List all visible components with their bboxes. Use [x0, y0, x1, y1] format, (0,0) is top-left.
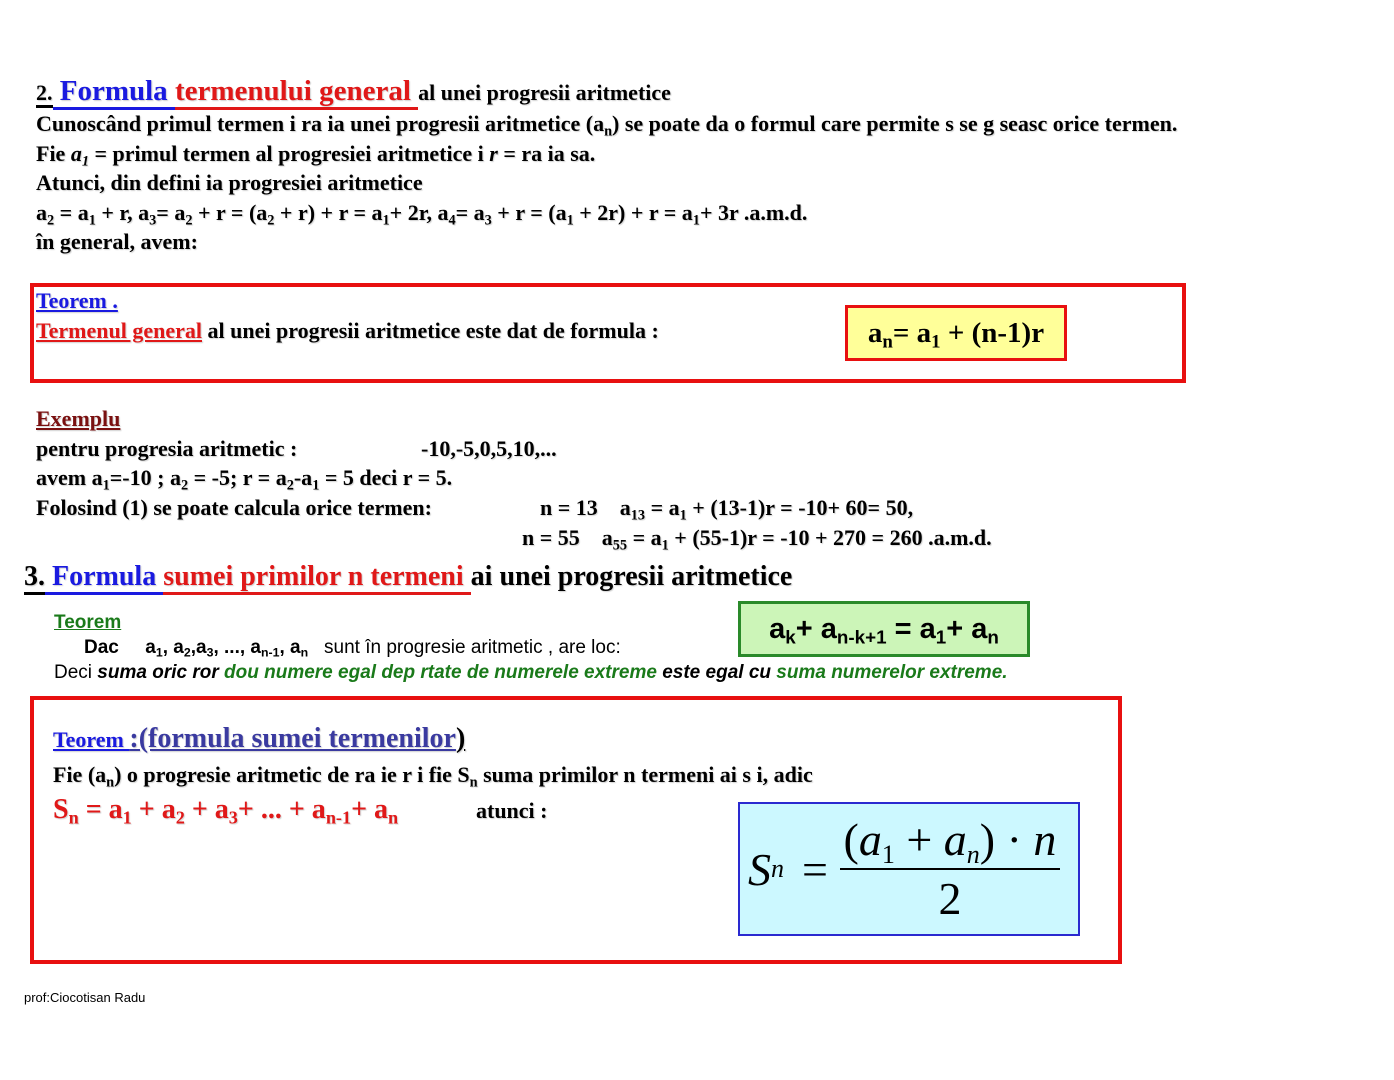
section3-heading-sum: sumei primilor n termeni — [163, 561, 470, 595]
dac-text: Dac — [84, 637, 125, 658]
s-8: , a — [279, 637, 301, 658]
line2-post: = ra ia sa. — [497, 141, 596, 166]
g-0: a — [769, 613, 786, 645]
footer-author: prof:Ciocotisan Radu — [24, 990, 146, 1005]
l4-20: + 3r .a.m.d. — [699, 200, 808, 225]
g-3: n-k+1 — [836, 626, 887, 648]
fr-open: ( — [843, 814, 859, 865]
l4-18: + 2r) + r = a — [573, 200, 693, 225]
t2-3: n — [469, 774, 478, 791]
sd-7: 3 — [228, 807, 238, 828]
e4-0: a — [601, 525, 613, 550]
section2-line5: în general, avem: — [36, 229, 198, 254]
fr-a1: a — [858, 814, 882, 865]
section2-line4 — [36, 200, 808, 229]
section3-heading-formula: Formula — [45, 561, 163, 595]
section3-theorem-title — [54, 612, 121, 634]
line1-text-b: ) se poate da o formul care permite s se g seasc orice termen. — [612, 111, 1178, 136]
g-7: n — [987, 626, 999, 648]
l4-4: + r, a — [95, 200, 150, 225]
theorem2-close-paren: ) — [455, 723, 466, 754]
section2-line2 — [36, 141, 596, 170]
theorem2-formula-box — [738, 802, 1080, 936]
l4-19: 1 — [692, 212, 700, 229]
line1-sub: n — [604, 123, 613, 140]
theorem2-sum-definition — [53, 794, 398, 826]
section2-line1 — [36, 111, 1178, 140]
example-line4 — [522, 525, 992, 554]
section3-formula-box — [738, 601, 1030, 657]
sd-1: n — [68, 807, 79, 828]
section3-heading — [24, 560, 792, 594]
e2-3: 2 — [180, 477, 189, 494]
section3-heading-rest: ai unei progresii aritmetice — [470, 561, 793, 592]
s-9: n — [300, 645, 309, 660]
l4-2: = a — [54, 200, 89, 225]
theorem1-body-red: Termenul general — [36, 318, 202, 343]
line2-r: r — [489, 141, 498, 166]
section2-line3: Atunci, din defini ia progresiei aritmetice — [36, 170, 423, 195]
e4-2: = a — [627, 525, 662, 550]
theorem2-title — [53, 724, 465, 755]
example-line1 — [36, 436, 297, 462]
theorem2-line1 — [53, 762, 813, 791]
theorem1-formula-box — [845, 305, 1067, 361]
sd-2: = a — [78, 794, 123, 825]
sn-n: n — [771, 854, 784, 883]
example-line3-calc — [540, 495, 914, 524]
sum-fraction — [840, 813, 1060, 925]
theorem1-title-text: Teorem . — [36, 288, 118, 313]
sd-6: + a — [184, 794, 229, 825]
sd-5: 2 — [175, 807, 185, 828]
section2-heading — [36, 74, 671, 110]
example-line3 — [36, 495, 432, 521]
l4-11: 1 — [382, 212, 390, 229]
fr-one: 1 — [881, 839, 895, 869]
fr-nvar: n — [1033, 814, 1057, 865]
f1-a: a — [867, 317, 883, 349]
seq-post: sunt în progresie aritmetic , are loc: — [318, 637, 621, 658]
fr-nsub: n — [966, 839, 980, 869]
e3-0: a — [619, 495, 631, 520]
l4-6: = a — [156, 200, 186, 225]
line2-sub: 1 — [81, 153, 89, 170]
fr-close: ) — [979, 814, 996, 865]
l4-17: 1 — [566, 212, 574, 229]
e2-2: =-10 ; a — [109, 465, 181, 490]
sn-eq: = — [802, 843, 828, 895]
g-5: 1 — [935, 626, 947, 648]
sd-4: + a — [131, 794, 176, 825]
example-sequence: -10,-5,0,5,10,... — [421, 436, 557, 461]
e4-n: n = 55 — [522, 525, 580, 550]
section3-deci-line — [54, 662, 1008, 684]
t2-4: suma primilor n termeni ai s i, adic — [477, 762, 813, 787]
e4-4: + (55-1)r = -10 + 270 = 260 .a.m.d. — [668, 525, 992, 550]
section2-number: 2. — [36, 80, 53, 108]
f1-eq: = a — [892, 317, 932, 349]
section3-theorem-body — [84, 637, 621, 659]
theorem2-atunci: atunci : — [476, 798, 548, 823]
l4-13: 4 — [448, 212, 456, 229]
example-line3-pre: Folosind (1) se poate calcula orice termen: — [36, 495, 432, 520]
example-line2 — [36, 465, 453, 494]
e3-4: + (13-1)r = -10+ 60= 50, — [686, 495, 914, 520]
l4-0: a — [36, 200, 47, 225]
e2-8: = 5 deci r = 5. — [319, 465, 453, 490]
sd-3: 1 — [122, 807, 132, 828]
g-2: + a — [795, 613, 837, 645]
g-6: + a — [946, 613, 988, 645]
example-title-text: Exemplu — [36, 406, 121, 431]
e2-7: 1 — [312, 477, 320, 494]
g-1: k — [785, 626, 796, 648]
l4-12: + 2r, a — [389, 200, 449, 225]
line2-pre: Fie — [36, 141, 71, 166]
e2-1: 1 — [102, 477, 110, 494]
f1-rest: + (n-1)r — [940, 317, 1045, 349]
l4-16: + r = (a — [491, 200, 567, 225]
s-4: ,a — [190, 637, 207, 658]
deci-2: dou numere egal dep rtate de numerele extreme — [224, 662, 663, 683]
e2-5: 2 — [286, 477, 294, 494]
l4-5: 3 — [149, 212, 157, 229]
sd-10: + a — [351, 794, 389, 825]
section2-heading-term: termenului general — [175, 75, 418, 110]
fr-den: 2 — [938, 873, 962, 924]
deci-4: suma numerelor extreme. — [776, 662, 1008, 683]
g-4: = a — [886, 613, 936, 645]
section3-number: 3. — [24, 561, 45, 595]
e3-2: = a — [645, 495, 680, 520]
s-3: 2 — [183, 645, 191, 660]
t2-1: n — [106, 774, 115, 791]
e3-n: n = 13 — [540, 495, 598, 520]
e2-6: -a — [293, 465, 313, 490]
example-line1-text: pentru progresia aritmetic : — [36, 436, 298, 461]
e3-3: 1 — [679, 507, 687, 524]
theorem1-title — [36, 288, 118, 314]
t2-0: Fie (a — [53, 762, 107, 787]
l4-7: 2 — [185, 212, 193, 229]
theorem1-body — [36, 318, 659, 344]
line1-text-a: Cunoscând primul termen i ra ia unei progresii aritmetice (a — [36, 111, 605, 136]
l4-8: + r = (a — [192, 200, 268, 225]
sd-8: + ... + a — [237, 794, 326, 825]
s-5: 3 — [206, 645, 214, 660]
deci-0: Deci — [54, 662, 98, 683]
f1-n: n — [882, 331, 893, 353]
section2-heading-rest: al unei progresii aritmetice — [418, 80, 671, 105]
l4-1: 2 — [47, 212, 55, 229]
e4-1: 55 — [612, 537, 628, 554]
fr-plus: + — [894, 814, 944, 865]
l4-10: + r) + r = a — [274, 200, 383, 225]
sd-11: n — [388, 807, 399, 828]
t2-2: ) o progresie aritmetic de ra ie r i fie S — [114, 762, 470, 787]
deci-1: suma oric ror — [97, 662, 225, 683]
line2-mid: = primul termen al progresiei aritmetice i — [88, 141, 490, 166]
s-1: 1 — [155, 645, 163, 660]
l4-15: 3 — [484, 212, 492, 229]
l4-14: = a — [455, 200, 485, 225]
sd-0: S — [53, 794, 69, 825]
e3-1: 13 — [630, 507, 646, 524]
sd-9: n-1 — [325, 807, 352, 828]
theorem1-body-black: al unei progresii aritmetice este dat de formula : — [202, 318, 659, 343]
theorem2-title-text: Teorem — [53, 727, 130, 752]
deci-3: este egal cu — [662, 662, 777, 683]
e2-0: avem a — [36, 465, 103, 490]
section3-theorem-title-text: Teorem — [54, 612, 122, 633]
s-2: , a — [162, 637, 184, 658]
e2-4: = -5; r = a — [188, 465, 287, 490]
sn-S: S — [748, 843, 771, 895]
e4-3: 1 — [661, 537, 669, 554]
line2-a: a — [70, 141, 82, 166]
fr-dot: · — [995, 814, 1034, 865]
fr-an: a — [943, 814, 967, 865]
s-0: a — [145, 637, 156, 658]
example-title — [36, 406, 120, 432]
s-7: n-1 — [260, 645, 280, 660]
f1-one: 1 — [931, 331, 941, 353]
section2-heading-formula: Formula — [53, 75, 175, 110]
l4-9: 2 — [267, 212, 275, 229]
l4-3: 1 — [88, 212, 96, 229]
s-6: , ..., a — [213, 637, 261, 658]
theorem2-title-paren: :(formula sumei termenilor — [129, 723, 456, 754]
